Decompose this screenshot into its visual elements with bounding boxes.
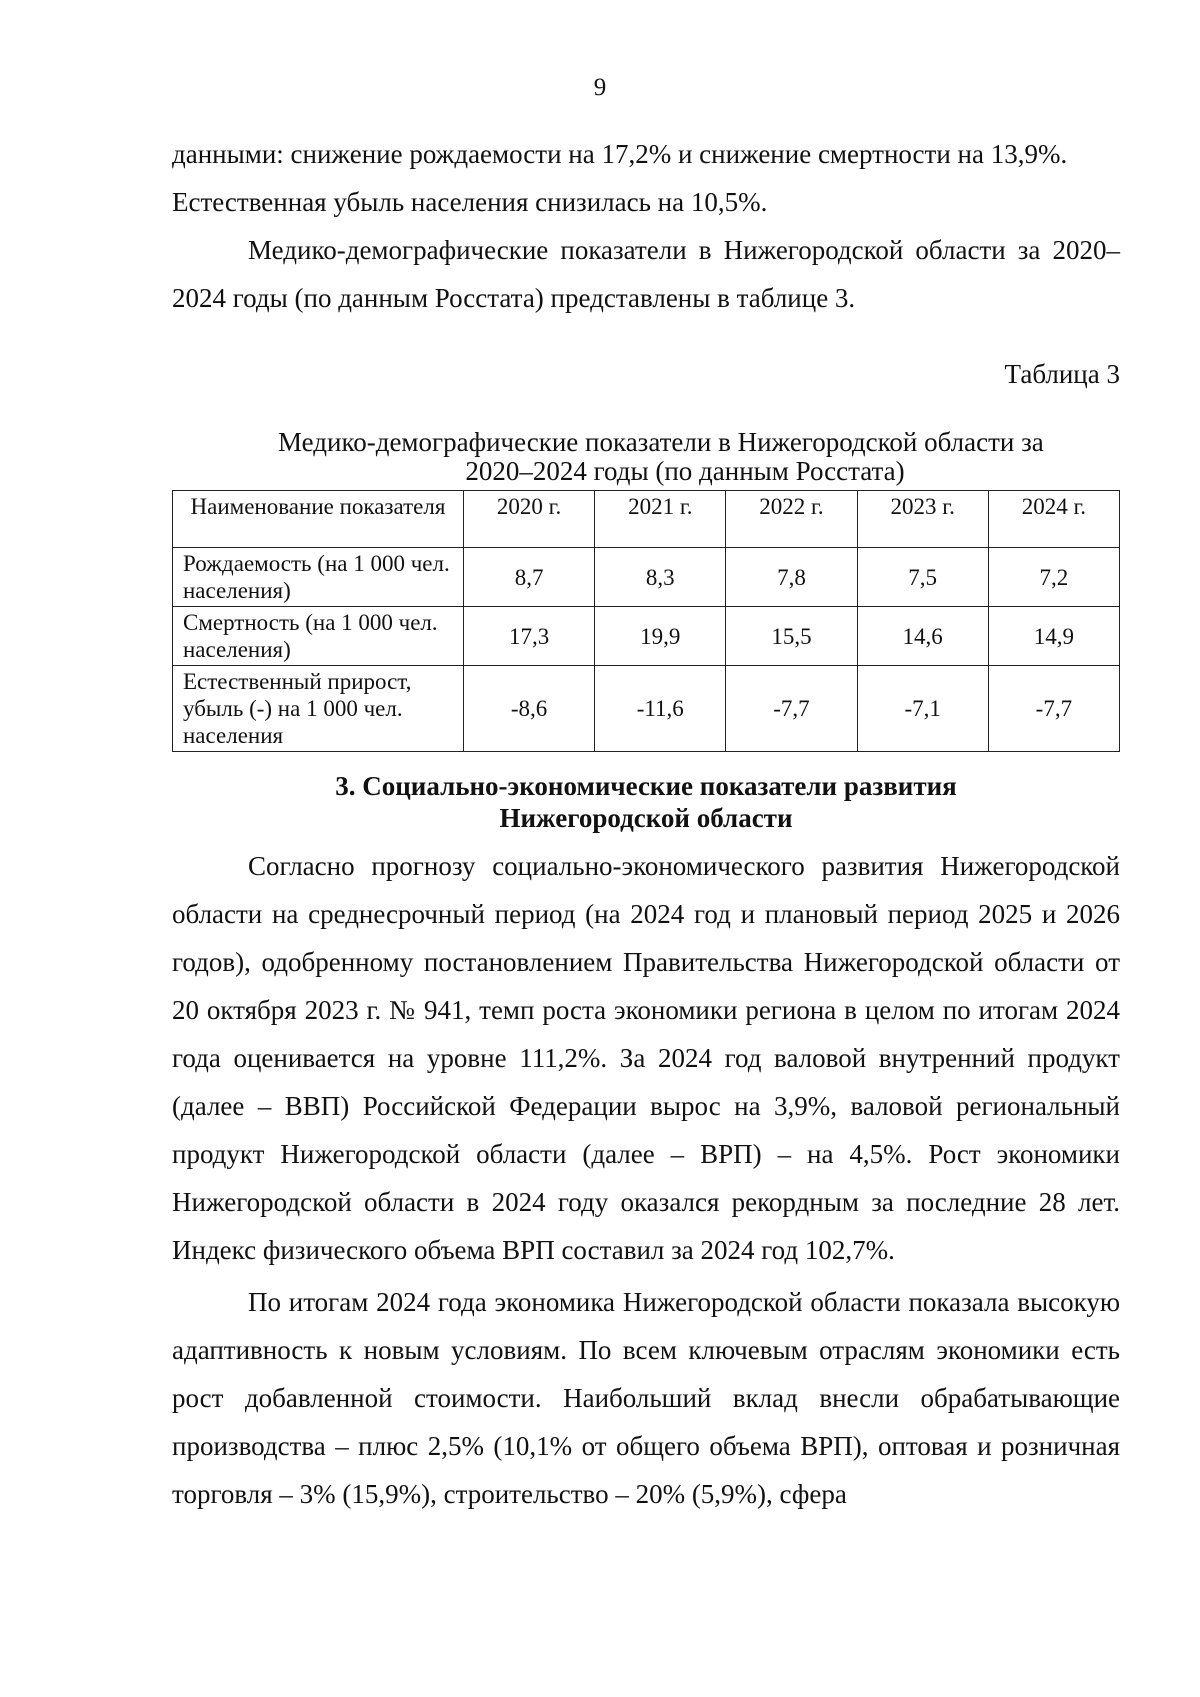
header-year-2023: 2023 г. <box>857 491 988 548</box>
table-cell: -11,6 <box>595 666 726 752</box>
row-birth-rate-name: Рождаемость (на 1 000 чел. населения) <box>173 548 464 607</box>
header-year-2021: 2021 г. <box>595 491 726 548</box>
table-caption-line-1: Медико-демографические показатели в Нижегородской области за <box>278 427 1044 457</box>
section-heading <box>172 770 1120 834</box>
table-cell: 17,3 <box>464 607 595 666</box>
table-cell: 19,9 <box>595 607 726 666</box>
intro-block <box>172 130 1120 322</box>
header-year-2020: 2020 г. <box>464 491 595 548</box>
section-body <box>172 842 1120 1518</box>
table-row <box>173 666 1120 752</box>
table-cell: 14,6 <box>857 607 988 666</box>
page-number: 9 <box>593 74 607 101</box>
table-cell: -8,6 <box>464 666 595 752</box>
row-natural-growth-name: Естественный прирост, убыль (-) на 1 000 чел. населения <box>173 666 464 752</box>
table-cell: 14,9 <box>988 607 1119 666</box>
intro-paragraph-2: Медико-демографические показатели в Нижегородской области за 2020–2024 годы (по данным Росстата) представлены в таблице 3. <box>172 235 1120 313</box>
table-cell: -7,7 <box>726 666 857 752</box>
table-cell: 8,7 <box>464 548 595 607</box>
intro-line-2: Естественная убыль населения снизилась на 10,5%. <box>172 187 768 217</box>
table-cell: 7,8 <box>726 548 857 607</box>
table-label: Таблица 3 <box>1004 359 1120 389</box>
table-cell: 7,2 <box>988 548 1119 607</box>
table-cell: 7,5 <box>857 548 988 607</box>
table-cell: 8,3 <box>595 548 726 607</box>
intro-line-1: данными: снижение рождаемости на 17,2% и снижение смертности на 13,9%. <box>172 139 1068 169</box>
table-row <box>173 607 1120 666</box>
section-paragraph-1: Согласно прогнозу социально-экономического развития Нижегородской области на среднесрочный период (на 2024 год и плановый период 2025 и 2026 годов), одобренному постановлением Правительства Нижегородской области от 20 октября 2023 г. № 941, темп роста экономики региона в целом по итогам 2024 года оценивается на уровне 111,2%. За 2024 год валовой внутренний продукт (далее – ВВП) Российской Федерации вырос на 3,9%, валовой региональный продукт Нижегородской области (далее – ВРП) – на 4,5%. Рост экономики Нижегородской области в 2024 году оказался рекордным за последние 28 лет. Индекс физического объема ВРП составил за 2024 год 102,7%. <box>172 851 1120 1265</box>
header-year-2024: 2024 г. <box>988 491 1119 548</box>
row-death-rate-name: Смертность (на 1 000 чел. населения) <box>173 607 464 666</box>
header-year-2022: 2022 г. <box>726 491 857 548</box>
table-cell: -7,7 <box>988 666 1119 752</box>
demographic-table <box>172 490 1120 752</box>
table-caption <box>250 428 1120 486</box>
table-cell: -7,1 <box>857 666 988 752</box>
table-caption-line-2: 2020–2024 годы (по данным Росстата) <box>465 456 905 486</box>
table-row <box>173 548 1120 607</box>
table-cell: 15,5 <box>726 607 857 666</box>
section-paragraph-2: По итогам 2024 года экономика Нижегородской области показала высокую адаптивность к новым условиям. По всем ключевым отраслям экономики есть рост добавленной стоимости. Наибольший вклад внесли обрабатывающие производства – плюс 2,5% (10,1% от общего объема ВРП), оптовая и розничная торговля – 3% (15,9%), строительство – 20% (5,9%), сфера <box>172 1287 1120 1509</box>
header-indicator-name: Наименование показателя <box>173 491 464 548</box>
table-header-row <box>173 491 1120 548</box>
section-heading-line-2: Нижегородской области <box>499 803 793 833</box>
section-heading-line-1: 3. Социально-экономические показатели развития <box>335 771 957 801</box>
